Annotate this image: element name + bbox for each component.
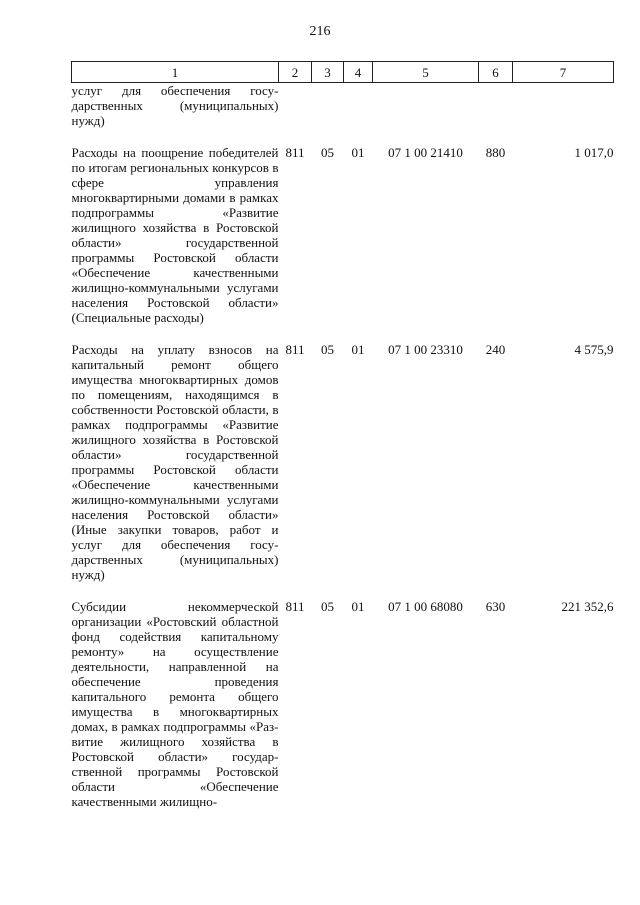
row-target-code: 07 1 00 68080 [388, 599, 463, 614]
row-spacer [72, 582, 614, 599]
row-description: Субсидии некоммерческой организации «Ростовский областной фонд содействия капитальному ремонту» на осуществление деятельности, направленной на обеспечение проведения капитального ремонта общего имущества в многоквартирных домах, в рамках подпрограммы «Развитие жилищного хозяйства в Ростовской области» государственной программы Ростовской области «Обеспечение качественными жилищно- [71, 599, 279, 809]
row-description: Расходы на поощрение победителей по итогам региональных конкурсов в сфере управления многоквартирными домами в рамках подпрограммы «Развитие жилищного хозяйства в Ростовской области» государственной программы Ростовской области «Обеспечение качественными жилищно-коммунальными услугами населения Ростовской области» (Специальные расходы) [71, 145, 279, 325]
row-expense-type: 880 [485, 145, 506, 160]
row-amount: 4 575,9 [574, 342, 614, 357]
column-header-1: 1 [72, 62, 279, 83]
column-header-6: 6 [479, 62, 513, 83]
row-subsection-code: 01 [351, 145, 365, 160]
column-number-header-row [72, 62, 614, 83]
row-amount: 221 352,6 [561, 599, 614, 614]
row-admin-code: 811 [285, 145, 305, 160]
row-expense-type [479, 83, 513, 129]
table-row [72, 83, 614, 129]
row-expense-type: 630 [485, 599, 506, 614]
page-number: 216 [309, 24, 331, 39]
column-header-3: 3 [312, 62, 344, 83]
row-expense-type: 240 [485, 342, 506, 357]
row-amount [513, 83, 614, 129]
row-spacer [72, 128, 614, 145]
table-row [72, 599, 614, 809]
row-section-code: 05 [321, 599, 334, 614]
column-header-2: 2 [279, 62, 312, 83]
column-header-7: 7 [513, 62, 614, 83]
row-amount: 1 017,0 [574, 145, 614, 160]
table-row [72, 342, 614, 582]
column-header-5: 5 [373, 62, 479, 83]
row-description: услуг для обеспечения государственных (муниципальных) нужд) [71, 83, 279, 128]
row-target-code [373, 83, 479, 129]
row-admin-code [279, 83, 312, 129]
row-description: Расходы на уплату взносов на капитальный ремонт общего имущества многоквартирных домов по помещениям, находящимся в собственности Ростовской области, в рамках подпрограммы «Развитие жилищного хозяйства в Ростовской области» государственной программы Ростовской области «Обеспечение качественными жилищно-коммунальными услугами населения Ростовской области» (Иные закупки товаров, работ и услуг для обеспечения государственных (муниципальных) нужд) [71, 342, 279, 582]
row-subsection-code: 01 [351, 342, 365, 357]
row-admin-code: 811 [285, 599, 305, 614]
row-subsection-code [344, 83, 373, 129]
row-section-code [312, 83, 344, 129]
row-target-code: 07 1 00 21410 [388, 145, 463, 160]
row-target-code: 07 1 00 23310 [388, 342, 463, 357]
table-row [72, 145, 614, 325]
row-subsection-code: 01 [351, 599, 365, 614]
column-header-4: 4 [344, 62, 373, 83]
row-spacer [72, 325, 614, 342]
row-section-code: 05 [321, 145, 334, 160]
budget-table [71, 61, 614, 809]
row-admin-code: 811 [285, 342, 305, 357]
row-section-code: 05 [321, 342, 334, 357]
